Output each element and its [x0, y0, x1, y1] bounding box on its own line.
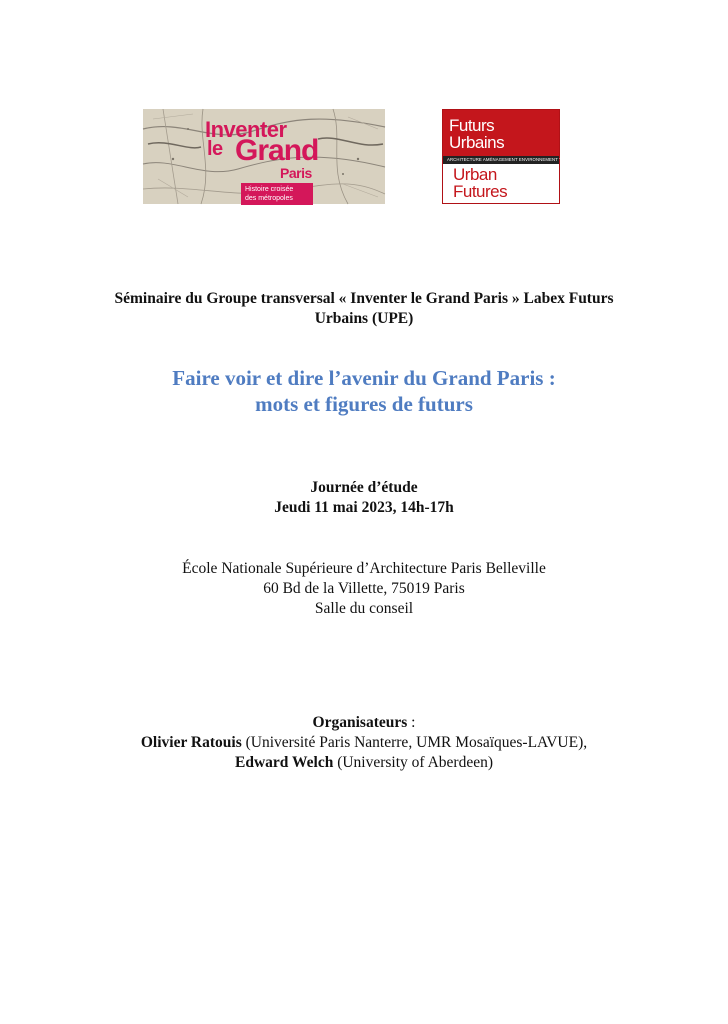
- logo-subtitle-box: [241, 183, 313, 205]
- organizers: [0, 713, 728, 773]
- logo-strip-text: ARCHITECTURE AMÉNAGEMENT ENVIRONNEMENT TRANSPORT: [447, 157, 587, 162]
- organizer-2: [0, 753, 728, 773]
- inventer-le-grand-paris-logo: [143, 109, 385, 204]
- logo-text-urbains: Urbains: [449, 133, 505, 152]
- organizers-heading-suffix: :: [407, 714, 416, 731]
- organizer-1-affiliation: (Université Paris Nanterre, UMR Mosaïques-LAVUE),: [241, 734, 588, 751]
- logo-text-futures: Futures: [453, 182, 508, 201]
- organizers-heading-line: [0, 713, 728, 733]
- futurs-urbains-logo: [442, 109, 587, 204]
- venue-school: École Nationale Supérieure d’Architecture Paris Belleville: [182, 560, 546, 577]
- venue-address: 60 Bd de la Villette, 75019 Paris: [263, 580, 465, 597]
- logo-text-le: le: [207, 138, 223, 160]
- logo-subtitle-line2: des métropoles: [245, 195, 293, 202]
- futurs-urbains-red-panel: [443, 110, 559, 156]
- organizer-2-affiliation: (University of Aberdeen): [333, 754, 493, 771]
- logo-text-inventer: Inventer: [205, 117, 287, 142]
- seminar-heading-line2: Urbains (UPE): [314, 310, 414, 327]
- page-title-line2: mots et figures de futurs: [255, 392, 473, 416]
- seminar-heading: [0, 289, 728, 329]
- futurs-urbains-strip: [443, 156, 587, 164]
- logo-text-grand: Grand: [235, 134, 319, 167]
- organizer-1: [0, 733, 728, 753]
- organizers-heading: Organisateurs: [312, 714, 408, 731]
- venue-info: [0, 559, 728, 619]
- page-title: [0, 365, 728, 417]
- page-title-line1: Faire voir et dire l’avenir du Grand Paris :: [172, 366, 556, 390]
- seminar-heading-line1: Séminaire du Groupe transversal « Inventer le Grand Paris » Labex Futurs: [114, 290, 614, 307]
- venue-room: Salle du conseil: [314, 600, 414, 617]
- logo-text-urban: Urban: [453, 165, 497, 184]
- event-info: [0, 478, 728, 518]
- logo-subtitle-line1: Histoire croisée: [245, 186, 294, 193]
- event-type: Journée d’étude: [310, 479, 418, 496]
- organizer-1-name: Olivier Ratouis: [140, 734, 242, 751]
- organizer-2-name: Edward Welch: [234, 754, 334, 771]
- event-date: Jeudi 11 mai 2023, 14h-17h: [274, 499, 454, 516]
- logo-text-paris: Paris: [280, 165, 312, 181]
- logo-text-futurs: Futurs: [449, 116, 495, 135]
